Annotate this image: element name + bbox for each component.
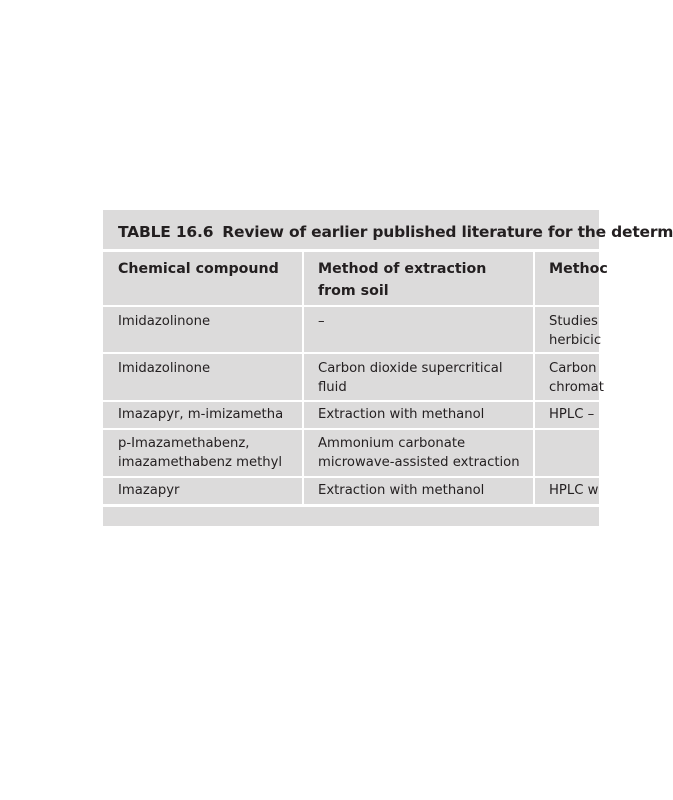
row-3-method: HPLC – <box>549 407 595 422</box>
table-title: Review of earlier published literature for the determ <box>222 223 673 241</box>
header-method: Methoc <box>549 261 608 277</box>
header-extraction-method: Method of extraction from soil <box>318 261 487 299</box>
column-divider <box>533 252 535 504</box>
row-5-compound: Imazapyr <box>118 483 180 498</box>
row-3-extraction: Extraction with methanol <box>318 407 485 422</box>
table-label: TABLE 16.6 <box>118 223 214 241</box>
row-divider <box>103 400 599 402</box>
row-4-compound: p-Imazamethabenz, imazamethabenz methyl <box>118 436 283 470</box>
column-divider <box>302 252 304 504</box>
row-2-compound: Imidazolinone <box>118 361 211 376</box>
header-divider <box>103 305 599 307</box>
row-4-extraction: Ammonium carbonate microwave-assisted extraction <box>318 436 520 470</box>
header-chemical-compound: Chemical compound <box>118 261 279 277</box>
row-2-method: Carbon chromat <box>549 361 604 395</box>
row-divider <box>103 428 599 430</box>
caption-divider <box>103 249 599 252</box>
table-bottom-divider <box>103 504 599 507</box>
row-2-extraction: Carbon dioxide supercritical fluid <box>318 361 503 395</box>
row-5-method: HPLC w <box>549 483 599 498</box>
row-divider <box>103 476 599 478</box>
row-3-compound: Imazapyr, m-imizametha <box>118 407 284 422</box>
row-1-compound: Imidazolinone <box>118 314 211 329</box>
row-divider <box>103 352 599 354</box>
row-1-extraction: – <box>318 314 325 329</box>
table-caption <box>118 223 673 241</box>
row-1-method: Studies herbicic <box>549 314 602 348</box>
literature-review-table <box>103 210 673 526</box>
row-5-extraction: Extraction with methanol <box>318 483 485 498</box>
